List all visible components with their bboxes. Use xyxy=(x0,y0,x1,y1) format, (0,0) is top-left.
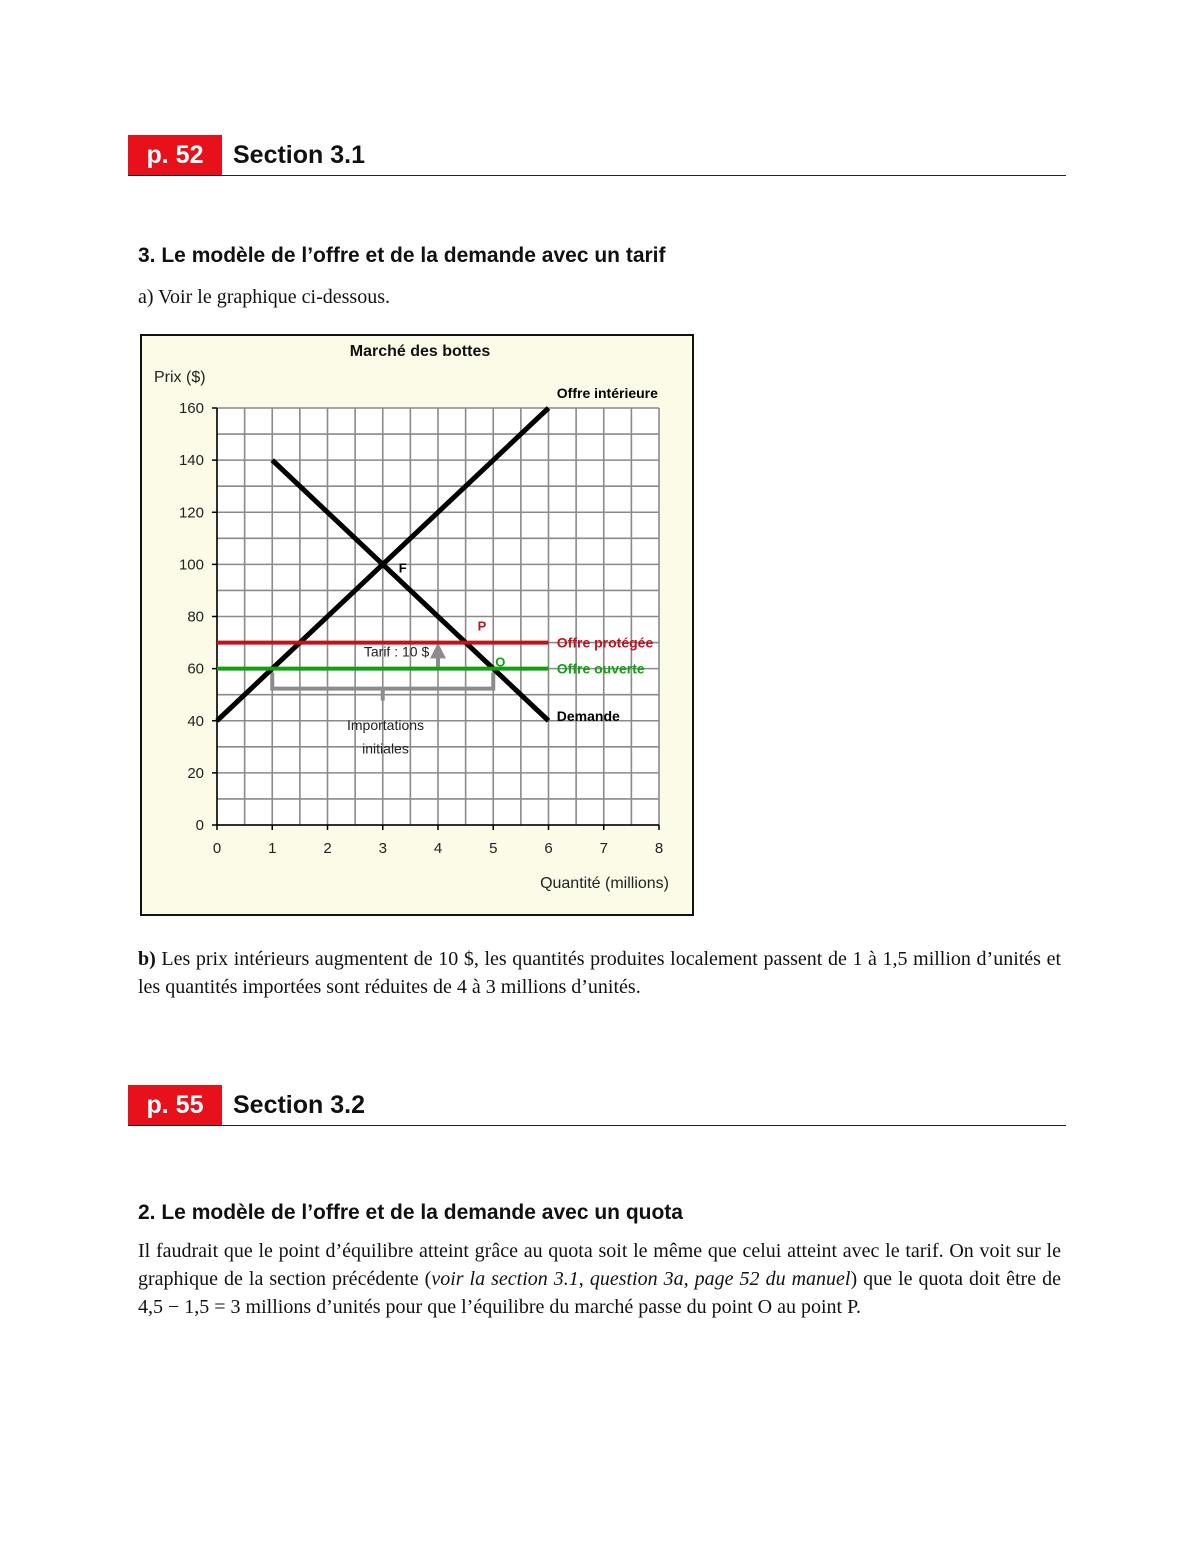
x-tick-label: 2 xyxy=(323,840,332,857)
y-tick-label: 160 xyxy=(178,400,204,417)
question-3b-label: b) xyxy=(138,948,156,970)
y-tick-label: 100 xyxy=(178,556,204,574)
question-3a-text: a) Voir le graphique ci-dessous. xyxy=(138,286,390,308)
point-label-p: P xyxy=(477,618,487,634)
series-label: Offre intérieure xyxy=(556,385,658,401)
tariff-label: Tarif : 10 $ xyxy=(363,643,430,660)
x-tick-label: 0 xyxy=(212,840,222,857)
series-label: Offre ouverte xyxy=(556,660,645,677)
x-tick-label: 1 xyxy=(268,840,277,857)
y-tick-label: 20 xyxy=(187,764,204,782)
question-2-text-part1: Il faudrait que le point d’équilibre atteint grâce au quota soit le même que celui atteint avec le tarif. On voit sur le graphique de la section précédente ( xyxy=(138,1240,1061,1290)
section-title: Section 3.2 xyxy=(233,1091,365,1119)
page-badge: p. 52 xyxy=(128,135,222,175)
x-tick-label: 6 xyxy=(544,840,553,857)
x-tick-label: 8 xyxy=(654,840,664,857)
imports-label-line2: initiales xyxy=(362,740,409,757)
question-2-title: 2. Le modèle de l’offre et de la demande avec un quota xyxy=(138,1201,683,1224)
question-2-text xyxy=(138,1237,1061,1321)
series-label: Offre protégée xyxy=(556,634,654,651)
x-tick-label: 5 xyxy=(489,840,498,857)
y-tick-label: 0 xyxy=(195,817,204,834)
x-tick-label: 7 xyxy=(599,840,608,857)
question-2-reference: voir la section 3.1, question 3a, page 52 du manuel xyxy=(431,1268,851,1290)
y-tick-label: 40 xyxy=(187,712,204,730)
y-tick-label: 60 xyxy=(187,660,204,678)
point-label-f: F xyxy=(398,560,407,576)
point-label-o: O xyxy=(495,654,506,670)
question-3-title: 3. Le modèle de l’offre et de la demande avec un tarif xyxy=(138,244,666,267)
section-header-3-2 xyxy=(128,1079,1066,1126)
section-title: Section 3.1 xyxy=(233,141,365,169)
y-axis-title: Prix ($) xyxy=(154,369,206,386)
y-tick-label: 120 xyxy=(178,504,204,522)
question-3b-body: Les prix intérieurs augmentent de 10 $, les quantités produites localement passent de 1 à 1,5 million d’unités et les quantités importées sont réduites de 4 à 3 millions d’unités. xyxy=(138,948,1062,998)
question-2-text-part2: ) que le quota doit être de 4,5 − 1,5 = 3 millions d’unités pour que l’équilibre du marché passe du point O au point P. xyxy=(138,1268,1061,1318)
y-tick-label: 140 xyxy=(178,452,204,470)
x-axis-title: Quantité (millions) xyxy=(540,875,669,892)
x-tick-label: 3 xyxy=(378,840,387,857)
section-header-3-1 xyxy=(128,129,1066,176)
supply-demand-chart xyxy=(140,334,694,916)
x-tick-label: 4 xyxy=(433,840,443,857)
y-tick-label: 80 xyxy=(187,608,204,626)
imports-label-line1: Importations xyxy=(346,716,425,733)
chart-canvas xyxy=(142,336,692,914)
question-3b-text xyxy=(138,945,1061,1001)
chart-title: Marché des bottes xyxy=(349,343,491,360)
page-badge: p. 55 xyxy=(128,1085,222,1125)
series-label: Demande xyxy=(556,707,620,724)
